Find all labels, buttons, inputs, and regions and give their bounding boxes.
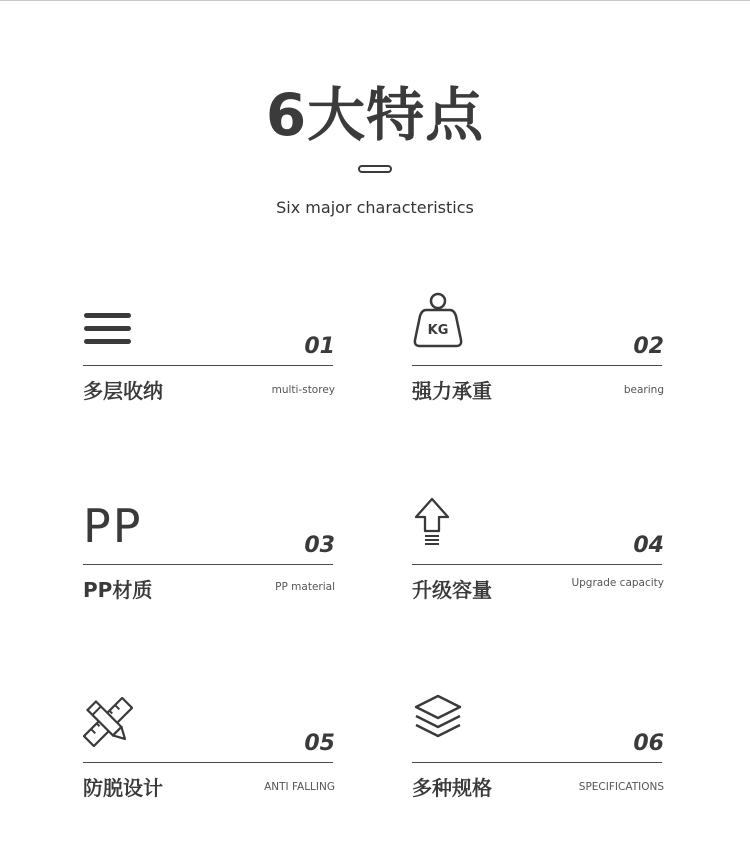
svg-text:KG: KG bbox=[427, 323, 449, 338]
feature-title-cn: 升级容量 bbox=[412, 578, 492, 602]
feature-divider bbox=[412, 762, 662, 763]
feature-number: 02 bbox=[633, 334, 664, 359]
feature-number: 05 bbox=[304, 731, 335, 756]
feature-card-pp-material bbox=[83, 499, 335, 629]
feature-divider bbox=[412, 564, 662, 565]
feature-title-cn: 多种规格 bbox=[412, 776, 492, 800]
feature-card-anti-falling bbox=[83, 707, 335, 827]
upgrade-arrow-icon bbox=[412, 497, 472, 557]
pencil-ruler-icon bbox=[83, 697, 143, 757]
feature-title-en: ANTI FALLING bbox=[264, 781, 335, 793]
feature-card-multi-storey bbox=[83, 310, 335, 430]
feature-divider bbox=[83, 564, 333, 565]
feature-number: 04 bbox=[633, 533, 664, 558]
feature-title-en: bearing bbox=[623, 384, 664, 396]
feature-title-en: PP material bbox=[275, 581, 335, 593]
feature-card-bearing bbox=[412, 310, 664, 430]
feature-title-cn: 多层收纳 bbox=[83, 379, 163, 403]
feature-title-cn: 防脱设计 bbox=[83, 776, 163, 800]
layers-lines-icon bbox=[83, 310, 143, 370]
feature-title-en: SPECIFICATIONS bbox=[578, 781, 664, 793]
feature-divider bbox=[412, 365, 662, 366]
feature-card-upgrade-capacity bbox=[412, 509, 664, 629]
title-decoration-pill bbox=[358, 165, 392, 173]
stack-layers-icon bbox=[412, 693, 472, 753]
feature-title-en: multi-storey bbox=[271, 384, 335, 396]
feature-title-en: Upgrade capacity bbox=[571, 577, 664, 589]
page-subtitle: Six major characteristics bbox=[276, 198, 474, 217]
feature-title-cn: PP材质 bbox=[83, 578, 153, 602]
feature-divider bbox=[83, 762, 333, 763]
feature-number: 03 bbox=[304, 533, 335, 558]
feature-number: 06 bbox=[633, 731, 664, 756]
top-divider bbox=[0, 0, 750, 1]
feature-number: 01 bbox=[304, 334, 335, 359]
pp-text-icon: PP bbox=[83, 499, 143, 553]
feature-divider bbox=[83, 365, 333, 366]
page-title: 6大特点 bbox=[265, 81, 485, 149]
kg-weight-icon bbox=[412, 292, 472, 352]
feature-title-cn: 强力承重 bbox=[412, 379, 492, 403]
feature-card-specifications bbox=[412, 707, 664, 827]
